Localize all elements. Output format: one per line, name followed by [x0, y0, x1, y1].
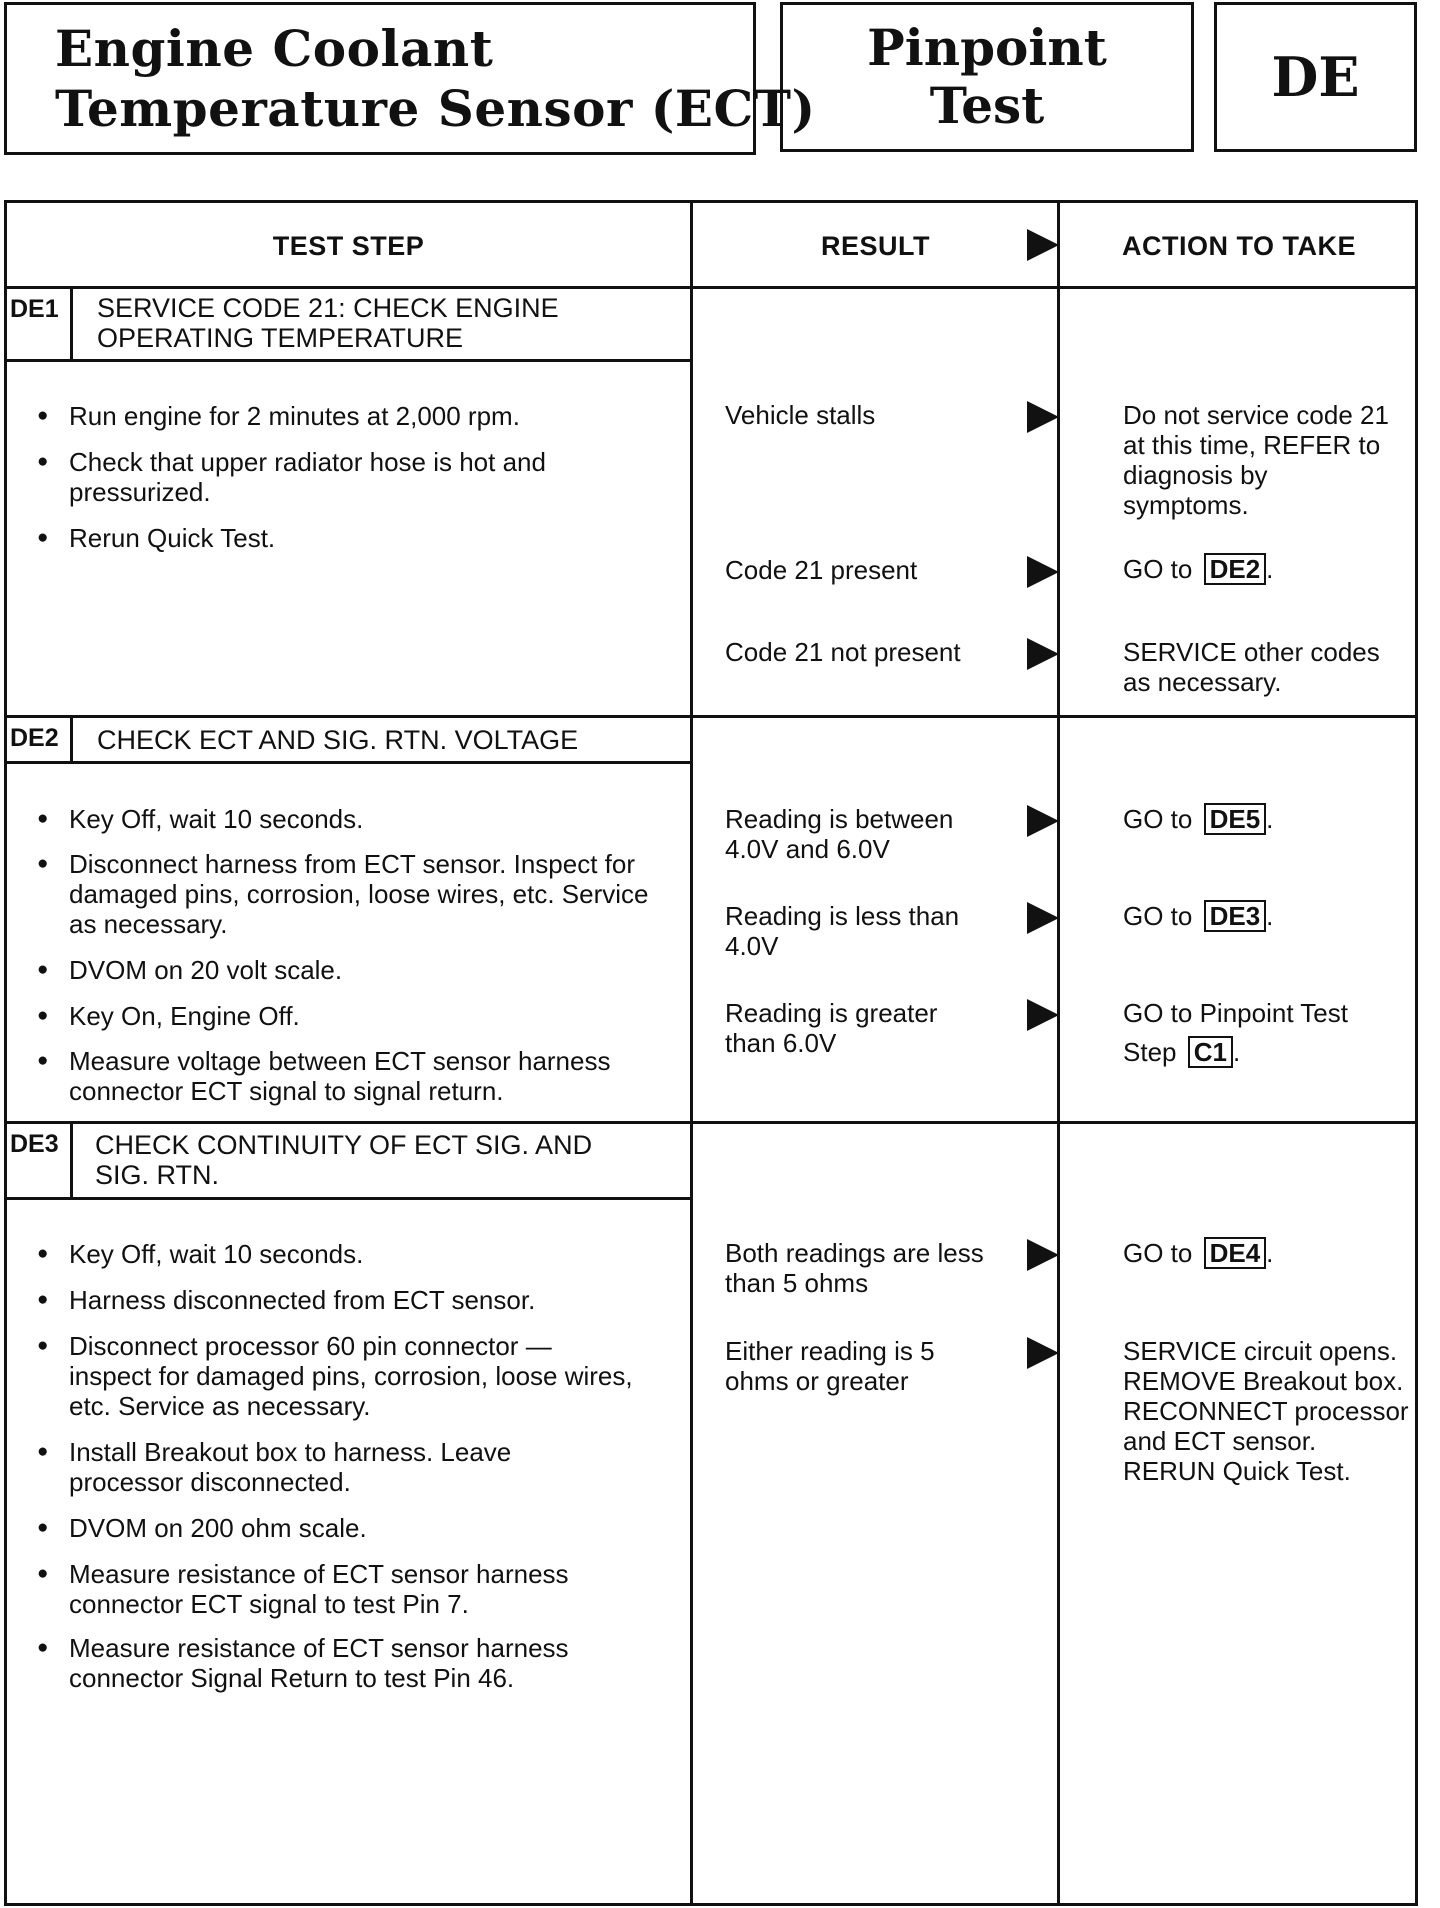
action-text: SERVICE other codes as necessary. [1123, 637, 1380, 697]
step-tag: DE1 [7, 289, 73, 362]
result-text: Code 21 not present [725, 637, 961, 667]
arrow-right-icon [1025, 554, 1061, 590]
page-title-line-1: Engine Coolant [55, 19, 494, 78]
list-item: ● DVOM on 20 volt scale. [37, 955, 687, 985]
action-suffix: . [1232, 1037, 1241, 1067]
arrow-right-icon [1025, 1237, 1061, 1273]
step-tag: DE3 [7, 1124, 73, 1200]
test-code-box [1214, 2, 1417, 152]
action-suffix: . [1266, 1238, 1274, 1268]
arrow-right-icon [1025, 900, 1061, 936]
column-divider [1057, 203, 1060, 1903]
action-suffix: . [1266, 554, 1274, 584]
step-reference-de5[interactable]: DE5 [1204, 803, 1267, 835]
action-prefix: GO to Pinpoint Test [1123, 998, 1348, 1028]
step-reference-de2[interactable]: DE2 [1204, 553, 1267, 585]
result-text: Reading is less than 4.0V [725, 901, 960, 961]
list-item: ● Measure resistance of ECT sensor harness connector ECT signal to test Pin 7. [37, 1559, 637, 1619]
step-title-line: SERVICE CODE 21: CHECK ENGINE [97, 293, 559, 323]
list-item: ● Key On, Engine Off. [37, 1001, 687, 1031]
step-title-divider [7, 359, 690, 362]
action-suffix: . [1266, 804, 1274, 834]
pinpoint-test-box [780, 2, 1194, 152]
step-title [95, 1130, 592, 1190]
action-text [1123, 553, 1413, 585]
action-text [1123, 998, 1413, 1068]
list-item: ● Run engine for 2 minutes at 2,000 rpm. [37, 401, 687, 431]
step-title-divider [7, 1197, 690, 1200]
action-prefix: Step [1123, 1037, 1177, 1067]
result-text: Reading is greater than 6.0V [725, 998, 938, 1058]
list-item: ● Rerun Quick Test. [37, 523, 687, 553]
arrow-right-icon [1025, 636, 1061, 672]
step-title-line: SIG. RTN. [95, 1160, 220, 1190]
action-prefix: GO to [1123, 1238, 1193, 1268]
step-title-line: OPERATING TEMPERATURE [97, 323, 464, 353]
action-prefix: GO to [1123, 554, 1193, 584]
column-header-result: RESULT [821, 230, 930, 261]
list-item: ● Disconnect harness from ECT sensor. Inspect for damaged pins, corrosion, loose wires, etc. Service as necessary. [37, 849, 667, 939]
result-text: Vehicle stalls [725, 400, 876, 430]
action-prefix: GO to [1123, 804, 1193, 834]
arrow-right-icon [1025, 997, 1061, 1033]
row-divider [7, 715, 1415, 718]
column-divider [690, 203, 693, 1903]
result-text: Both readings are less than 5 ohms [725, 1238, 984, 1298]
step-title-line: CHECK CONTINUITY OF ECT SIG. AND [95, 1130, 593, 1160]
action-suffix: . [1266, 901, 1274, 931]
column-header-test-step: TEST STEP [272, 230, 425, 261]
list-item: ● Check that upper radiator hose is hot and pressurized. [37, 447, 637, 507]
test-code: DE [1271, 45, 1360, 109]
action-text: SERVICE circuit opens. REMOVE Breakout box. RECONNECT processor and ECT sensor. RERUN Quick Test. [1123, 1336, 1409, 1486]
action-prefix: GO to [1123, 901, 1193, 931]
pinpoint-label-line-2: Test [929, 76, 1045, 135]
step-reference-de4[interactable]: DE4 [1204, 1237, 1267, 1269]
list-item: ● Key Off, wait 10 seconds. [37, 804, 687, 834]
list-item: ● Install Breakout box to harness. Leave processor disconnected. [37, 1437, 597, 1497]
step-title: CHECK ECT AND SIG. RTN. VOLTAGE [97, 725, 579, 755]
page-title-line-2: Temperature Sensor (ECT) [55, 79, 816, 138]
step-reference-c1[interactable]: C1 [1188, 1036, 1233, 1068]
arrow-right-icon [1025, 227, 1061, 263]
list-item: ● Disconnect processor 60 pin connector — inspect for damaged pins, corrosion, loose wires, etc. Service as necessary. [37, 1331, 637, 1421]
header-divider [7, 286, 1415, 289]
arrow-right-icon [1025, 1335, 1061, 1371]
step-title-divider [7, 761, 690, 764]
page-title-box [4, 2, 816, 155]
step-title [97, 293, 559, 353]
result-text: Either reading is 5 ohms or greater [725, 1336, 935, 1396]
result-text: Code 21 present [725, 555, 918, 585]
column-header-action: ACTION TO TAKE [1122, 230, 1356, 261]
list-item: ● Key Off, wait 10 seconds. [37, 1239, 687, 1269]
action-text [1123, 900, 1413, 932]
list-item: ● Harness disconnected from ECT sensor. [37, 1285, 687, 1315]
step-reference-de3[interactable]: DE3 [1204, 900, 1267, 932]
pinpoint-label-line-1: Pinpoint [867, 18, 1107, 77]
list-item: ● DVOM on 200 ohm scale. [37, 1513, 687, 1543]
pinpoint-test-table [4, 200, 1418, 1906]
row-divider [7, 1121, 1415, 1124]
step-tag: DE2 [7, 718, 73, 764]
action-text: Do not service code 21 at this time, REFER to diagnosis by symptoms. [1123, 400, 1389, 520]
arrow-right-icon [1025, 399, 1061, 435]
action-text [1123, 1237, 1413, 1269]
list-item: ● Measure resistance of ECT sensor harness connector Signal Return to test Pin 46. [37, 1633, 637, 1693]
action-text [1123, 803, 1413, 835]
result-text: Reading is between 4.0V and 6.0V [725, 804, 954, 864]
arrow-right-icon [1025, 803, 1061, 839]
list-item: ● Measure voltage between ECT sensor harness connector ECT signal to signal return. [37, 1046, 667, 1106]
